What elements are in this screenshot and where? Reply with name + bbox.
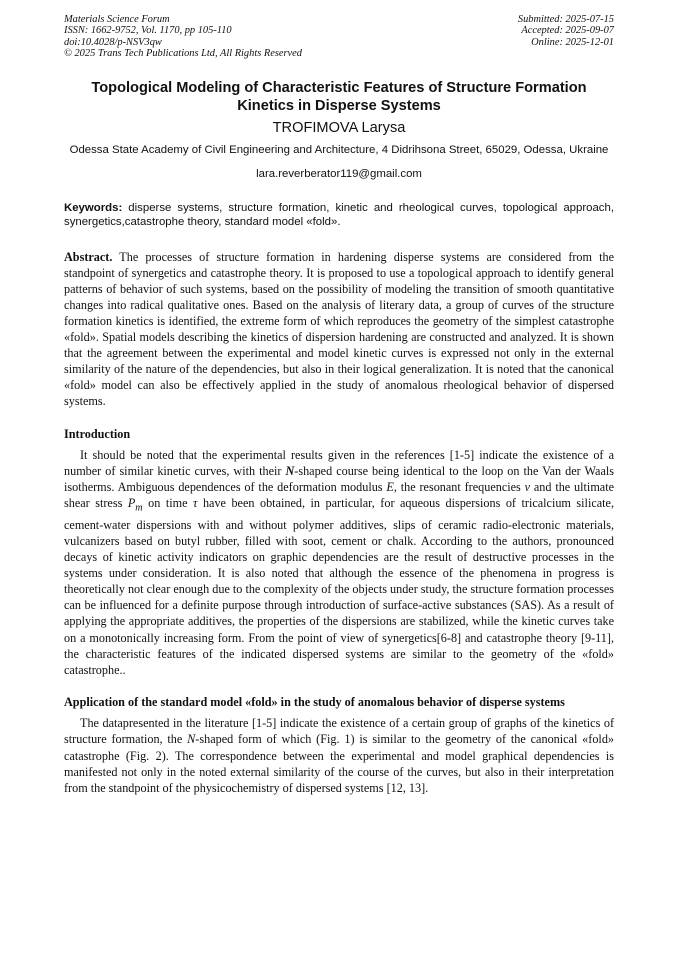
- keywords-label: Keywords:: [64, 201, 123, 214]
- accepted-date: Accepted: 2025-09-07: [521, 25, 614, 37]
- intro-text-3: , the resonant frequencies: [393, 480, 525, 495]
- application-paragraph: [64, 715, 614, 795]
- intro-text-4: and the ultimate shear stress: [64, 480, 614, 511]
- app-text-2: -shaped form of which (Fig. 1) is similar to the geometry of the canonical «fold» catastrophe (Fig. 2). The correspondence between the experimental and model graphical dependencies is manifested not only in the noted external similarity of the course of the curves, but also in their interpretation from the standpoint of the physicochemistry of dispersed systems [12, 13].: [64, 732, 615, 795]
- intro-text-6: have been obtained, in particular, for aqueous dispersions of tricalcium silicate, cement-water dispersions with and without polymer additives, slips of ceramic radio-electronic materials, vulcanizers based on butyl rubber, filled with soot, cement or chalk. According to the authors, pronounced decays of kinetic activity indicators on graphic dependencies are the result of destructive processes in the systems under consideration. It is also noted that although the essence of the phenomena in progress is theoretically not clear enough due to the complexity of the objects under study, the structure formation processes can be influenced for a definite purpose through introduction of surface-active substances (SAS). As a result of applying the appropriate additives, the properties of the dispersions are stabilized, while the kinetic curves take on a monotonically increasing form. From the point of view of synergetics[6-8] and catastrophe theory [9-11], the characteristic features of the indicated dispersed systems are similar to the geometry of the «fold» catastrophe..: [64, 496, 614, 677]
- author-email[interactable]: lara.reverberator119@gmail.com: [256, 167, 422, 180]
- abstract-text: The processes of structure formation in hardening disperse systems are considered from the standpoint of synergetics and catastrophe theory. It is proposed to use a topological approach to identify general patterns of behavior of such systems, based on the possibility of modeling the transition of smooth quantitative changes into radical qualitative ones. Based on the analysis of literary data, a group of curves of the structure formation kinetics is identified, the extreme form of which reproduces the geometry of the simplest catastrophe «fold». Spatial models describing the kinetics of dispersion hardening are constructed and analyzed. It is shown that the agreement between the experimental and model kinetic curves is expressed not only in the external similarity of the nature of the dependencies, but also in their logical generalization. It is noted that the canonical «fold» model can also be effectively applied in the study of anomalous rheological behavior of dispersed systems.: [64, 249, 614, 409]
- journal-copyright: © 2025 Trans Tech Publications Ltd, All Rights Reserved: [64, 48, 302, 60]
- application-heading: Application of the standard model «fold» in the study of anomalous behavior of disperse systems: [64, 694, 565, 709]
- keywords-text: disperse systems, structure formation, kinetic and rheological curves, topological approach, synergetics,catastrophe theory, standard model «fold».: [64, 201, 614, 229]
- abstract-label: Abstract.: [64, 249, 113, 264]
- header-left: [64, 14, 302, 60]
- online-date: Online: 2025-12-01: [531, 36, 614, 48]
- introduction-paragraph: [64, 447, 614, 678]
- header-right: [518, 14, 614, 60]
- introduction-heading: Introduction: [64, 426, 131, 441]
- journal-name: Materials Science Forum: [64, 14, 170, 25]
- intro-tau-symbol: τ: [193, 496, 198, 511]
- intro-text-5: on time: [142, 496, 194, 511]
- abstract-section: [64, 249, 614, 410]
- author-affiliation: Odessa State Academy of Civil Engineering and Architecture, 4 Didrihsona Street, 65029, Odessa, Ukraine: [69, 143, 609, 156]
- paper-author: TROFIMOVA Larysa: [272, 119, 406, 136]
- intro-n-symbol: N: [285, 464, 295, 479]
- journal-doi[interactable]: doi:10.4028/p-NSV3qw: [64, 36, 162, 48]
- journal-issn: ISSN: 1662-9752, Vol. 1170, pp 105-110: [64, 25, 232, 37]
- intro-text-2: -shaped course being identical to the loop on the Van der Waals isotherms. Ambiguous dependences of the deformation modulus: [64, 464, 614, 495]
- app-text-1: The datapresented in the literature [1-5] indicate the existence of a certain group of graphs of the kinetics of structure formation, the: [64, 716, 614, 747]
- app-n-symbol: N: [187, 732, 196, 747]
- intro-nu-symbol: ν: [524, 480, 531, 495]
- intro-e-symbol: E: [386, 480, 394, 495]
- intro-p-subscript: m: [135, 502, 143, 514]
- keywords-section: [64, 201, 614, 230]
- intro-text-1: It should be noted that the experimental results given in the references [1-5] indicate the existence of a number of similar kinetic curves, with their: [64, 448, 614, 479]
- submitted-date: Submitted: 2025-07-15: [517, 14, 614, 25]
- paper-page: [64, 14, 614, 796]
- intro-p-symbol: P: [127, 496, 136, 511]
- paper-title: Topological Modeling of Characteristic Features of Structure Formation Kinetics in Disperse Systems: [91, 79, 587, 114]
- journal-header: [64, 14, 614, 60]
